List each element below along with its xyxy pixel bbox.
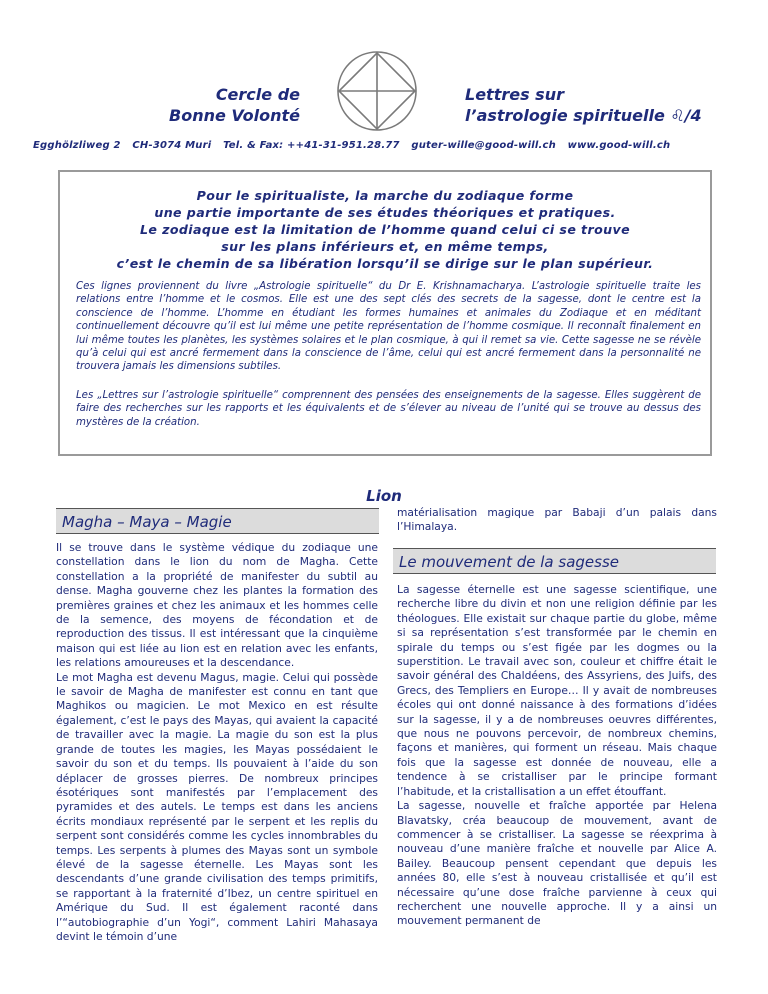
contact-bar — [33, 140, 733, 151]
series-title: Lettres sur l’astrologie spirituelle ♌/4 — [465, 85, 702, 125]
right-paragraph-1: La sagesse éternelle est une sagesse scientifique, une recherche libre du divin et non une religion définie par les théologues. Elle existait sur chaque partie du globe, même si sa représentation s’est transformée par le chemin en spirale du temps ou s’est figée par les dogmes ou la superstition. Le travail avec son, couleur et chiffre était le savoir général des Chaldéens, des Assyriens, des Juifs, des Grecs, des Templiers en Europe… Il y avait de nombreuses écoles qui ont donné naissance à des formations d’idées sur la sagesse, il y a de nombreuses oeuvres différentes, que nous ne pouvons percevoir, de nombreux chemins, façons et manières, qui forment un réseau. Mais chaque fois que la sagesse est donnée de nouveau, elle a tendence à se cristalliser par le principe formant l’habitude, et la cristallisation a un effet étouffant. — [397, 583, 717, 798]
organization-name: Cercle de Bonne Volonté — [169, 85, 300, 125]
right-column-heading: Le mouvement de la sagesse — [393, 548, 716, 574]
city: CH-3074 Muri — [132, 140, 212, 151]
email-link[interactable]: guter-wille@good-will.ch — [411, 140, 556, 151]
left-paragraph-1: Il se trouve dans le système védique du zodiaque une constellation dans le lion du nom de Magha. Cette constellation a la propriété de manifester du subtil au dense. Magha gouverne chez les plantes la formation des premières graines et chez les animaux et les hommes celle de la semence, des moyens de fécondation et de reproduction des tissus. Il est intéressant que la cinquième maison qui est liée au lion est en relation avec les enfants, les relations amoureuses et la descendance. — [56, 541, 378, 670]
website-link[interactable]: www.good-will.ch — [567, 140, 671, 151]
right-column-continuation — [397, 506, 717, 535]
left-paragraph-2: Le mot Magha est devenu Magus, magie. Celui qui possède le savoir de Magha de manifester est connu en tant que Maghikos ou magicien. Le mot Mexico en est résulte également, c’est le pays des Mayas, qui avaient la capacité de travailler avec la magie. La magie du son est la plus grande de toutes les magies, les Mayas possédaient le savoir du son et du temps. Ils pouvaient à l’aide du son déplacer de grosses pierres. De nombreux principes ésotériques sont manifestés par l’emplacement des pyramides et des autels. Le temps est dans les anciens écrits mondiaux représenté par le serpent et les replis du serpent sont considérés comme les cycles innombrables du temps. Les serpents à plumes des Mayas sont un symbole élevé de la sagesse éternelle. Les Mayas sont les descendants d’une grande civilisation des temps primitifs, se rapportant à la fraternité d’Ibez, un centre spirituel en Amérique du Sud. Il est également raconté dans l’“autobiographie d’un Yogi“, comment Lahiri Mahasaya devint le témoin d’une — [56, 670, 378, 943]
left-column-heading: Magha – Maya – Magie — [56, 508, 379, 534]
left-column-text — [56, 541, 378, 944]
phone-fax: Tel. & Fax: ++41-31-951.28.77 — [223, 140, 400, 151]
logo-emblem — [336, 50, 418, 132]
right-paragraph-2: La sagesse, nouvelle et fraîche apportée par Helena Blavatsky, créa beaucoup de mouvement, avant de commencer à se cristalliser. La sagesse se réexprima à nouveau d’une manière fraîche et nouvelle par Alice A. Bailey. Beaucoup pensent cependant que depuis les années 80, elle s’est à nouveau cristallisée et qu’il est nécessaire qu’une dose fraîche parvienne à ceux qui recherchent une nouvelle approche. Il y a ainsi un mouvement permanent de — [397, 799, 717, 928]
address: Egghölzliweg 2 — [33, 140, 121, 151]
continuation-paragraph: matérialisation magique par Babaji d’un palais dans l’Himalaya. — [397, 506, 717, 534]
section-title: Lion — [366, 487, 402, 505]
motto: Pour le spiritualiste, la marche du zodiaque forme une partie importante de ses études théoriques et pratiques. Le zodiaque est la limitation de l’homme quand celui ci se trouve sur les plans inférieurs et, en même temps, c’est le chemin de sa libération lorsqu’il se dirige sur le plan supérieur. — [116, 188, 654, 271]
intro-paragraph-1: Ces lignes proviennent du livre „Astrologie spirituelle“ du Dr E. Krishnamacharya. L’astrologie spirituelle traite les relations entre l’homme et le cosmos. Elle est une des sept clés des secrets de la sagesse, dont le centre est la conscience de l’homme. L’homme en étudiant les formes humaines et animales du Zodiaque et en méditant continuellement découvre qu’il est lui même une petite représentation de l’homme cosmique. Il reconnaît finalement en lui même toutes les planètes, les systèmes solaires et le plan cosmique, à qui il remet sa vie. Cette sagesse ne se révèle qu’à celui qui est ancré fermement dans la conscience de l’âme, celui qui est ancré fermement dans la personnalité ne trouvera jamais les dimensions subtiles. — [76, 281, 701, 373]
right-column-text — [397, 583, 717, 929]
intro-paragraph-2: Les „Lettres sur l’astrologie spirituelle“ comprennent des pensées des enseignements de la sagesse. Elles suggèrent de faire des recherches sur les rapports et les équivalents et de s’élever au niveau de l’unité qui se trouve au dessus des mystères de la création. — [76, 390, 701, 428]
